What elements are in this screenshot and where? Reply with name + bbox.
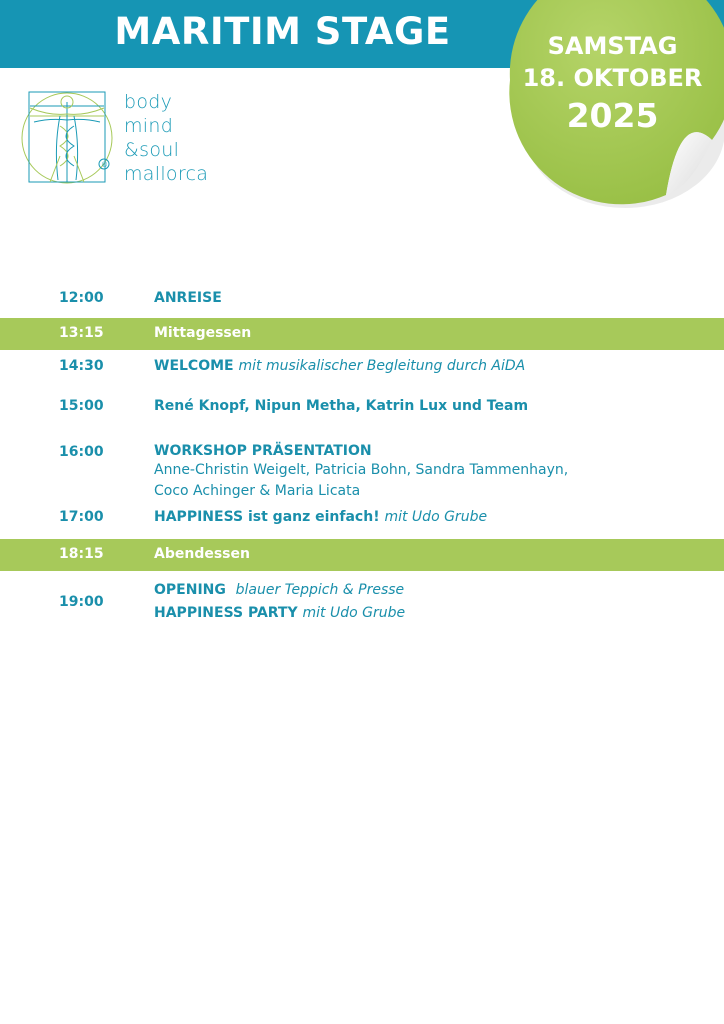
schedule-title: HAPPINESS ist ganz einfach! [154, 509, 380, 525]
schedule-title: René Knopf, Nipun Metha, Katrin Lux und Team [154, 398, 529, 414]
schedule-row [0, 358, 724, 378]
schedule-entry [154, 509, 487, 525]
schedule-row [0, 290, 724, 310]
svg-text:®: ® [101, 161, 108, 169]
schedule-time: 15:00 [59, 398, 104, 414]
logo-line-2: mind [124, 115, 174, 137]
schedule-title: HAPPINESS PARTY [154, 605, 298, 621]
logo-line-1: body [124, 91, 173, 113]
schedule-detail: Coco Achinger & Maria Licata [154, 483, 361, 499]
date-day-month: 18. OKTOBER [522, 64, 703, 92]
schedule-title: OPENING [154, 582, 226, 598]
schedule-subtitle: blauer Teppich & Presse [235, 582, 405, 598]
schedule-subtitle: mit musikalischer Begleitung durch AiDA [238, 358, 526, 374]
schedule-title: WELCOME [154, 358, 234, 374]
schedule-title: Mittagessen [154, 325, 252, 341]
schedule-entry [154, 605, 405, 621]
schedule-time: 16:00 [59, 444, 104, 460]
schedule-title: WORKSHOP PRÄSENTATION [154, 443, 372, 459]
logo-line-4: mallorca [124, 163, 209, 185]
schedule-time: 19:00 [59, 594, 104, 610]
date-day: SAMSTAG [547, 32, 678, 60]
schedule-row-highlight [0, 318, 724, 350]
schedule-row [0, 398, 724, 418]
schedule-row [0, 582, 724, 628]
schedule-time: 14:30 [59, 358, 104, 374]
schedule-entry [154, 582, 404, 598]
schedule-time: 12:00 [59, 290, 104, 306]
schedule-row-highlight [0, 539, 724, 571]
schedule-subtitle: mit Udo Grube [384, 509, 488, 525]
schedule-detail: Anne-Christin Weigelt, Patricia Bohn, Sandra Tammenhayn, [154, 462, 569, 478]
schedule-row [0, 509, 724, 529]
page-title: MARITIM STAGE [114, 10, 451, 53]
schedule-entry [154, 358, 525, 374]
schedule-time: 17:00 [59, 509, 104, 525]
schedule-time: 13:15 [59, 325, 104, 341]
schedule-time: 18:15 [59, 546, 104, 562]
schedule-title: Abendessen [154, 546, 250, 562]
schedule-subtitle: mit Udo Grube [302, 605, 406, 621]
date-year: 2025 [566, 96, 659, 135]
schedule-title: ANREISE [154, 290, 222, 306]
logo-line-3: &soul [124, 139, 180, 161]
schedule-row [0, 443, 724, 503]
